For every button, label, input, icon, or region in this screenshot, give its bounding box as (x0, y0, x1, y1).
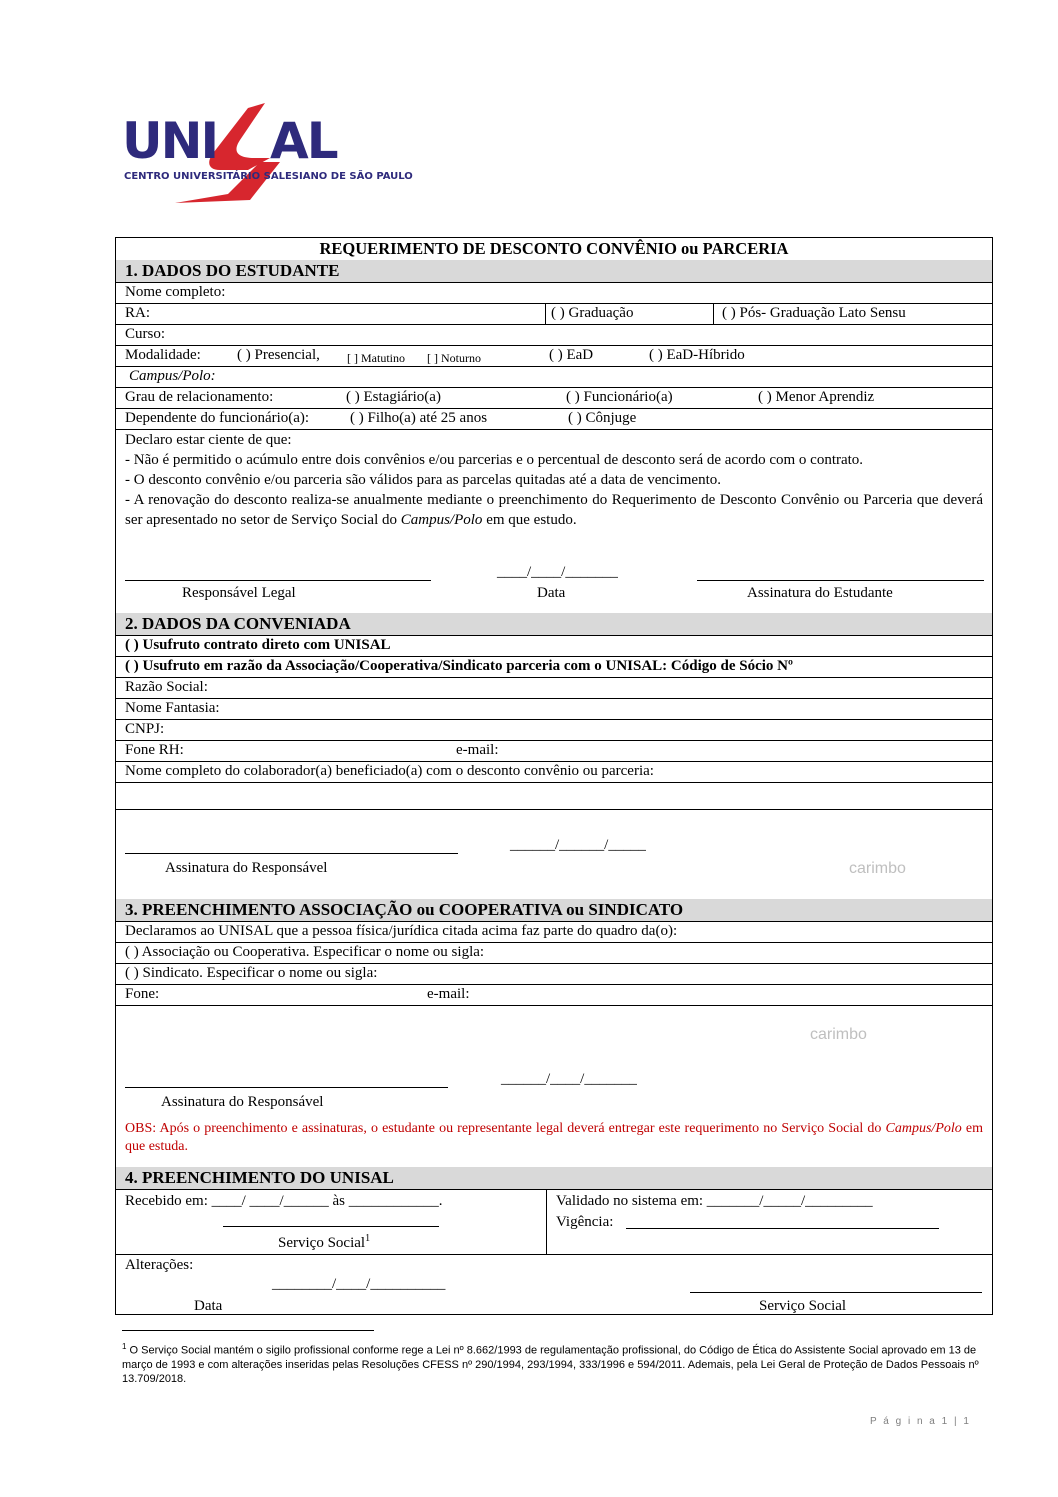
page-number: P á g i n a 1 | 1 (870, 1416, 971, 1427)
checkbox-associacao-parceria[interactable]: ( ) Usufruto em razão da Associação/Cooperativa/Sindicato parceria com o UNISAL: Código de Sócio Nº (116, 656, 992, 678)
date-field[interactable]: ________/____/__________ (272, 1276, 446, 1292)
checkbox-graduacao[interactable]: ( ) Graduação (551, 305, 634, 321)
request-form (115, 237, 993, 1315)
field-fone-rh[interactable]: Fone RH: (125, 742, 184, 758)
field-nome-fantasia[interactable]: Nome Fantasia: (116, 698, 992, 720)
field-ra[interactable]: RA: (125, 305, 151, 321)
field-recebido-em[interactable]: Recebido em: ____/ ____/______ às ____________. (125, 1193, 443, 1209)
checkbox-menor-aprendiz[interactable]: ( ) Menor Aprendiz (758, 389, 875, 405)
section-4-header: 4. PREENCHIMENTO DO UNISAL (116, 1167, 992, 1190)
checkbox-ead[interactable]: ( ) EaD (549, 347, 594, 363)
section-3-signature-block: carimbo ______/____/_______ Assinatura do Responsável OBS: Após o preenchimento e assinaturas, o estudante ou representante legal deverá entregar este requerimento no Serviço Social do Campus/Polo em que estuda. (116, 1005, 992, 1168)
field-campus-polo[interactable]: Campus/Polo: (116, 366, 992, 388)
date-field[interactable]: ______/____/_______ (501, 1071, 637, 1087)
field-alteracoes[interactable]: Alterações: (125, 1257, 194, 1273)
stamp-area: carimbo (810, 1026, 867, 1043)
field-curso[interactable]: Curso: (116, 324, 992, 346)
checkbox-associacao-cooperativa[interactable]: ( ) Associação ou Cooperativa. Especificar o nome ou sigla: (116, 942, 992, 964)
checkbox-contrato-direto[interactable]: ( ) Usufruto contrato direto com UNISAL (116, 635, 992, 657)
modalidade-row: Modalidade: ( ) Presencial, [ ] Matutino [ ] Noturno ( ) EaD ( ) EaD-Híbrido (116, 345, 992, 367)
checkbox-conjuge[interactable]: ( ) Cônjuge (568, 410, 637, 426)
field-razao-social[interactable]: Razão Social: (116, 677, 992, 699)
responsavel-signature-line[interactable] (125, 1087, 448, 1088)
obs-note: OBS: Após o preenchimento e assinaturas, o estudante ou representante legal deverá entregar este requerimento no Serviço Social do Campus/Polo em que estuda. (125, 1121, 983, 1154)
responsavel-signature-line[interactable] (125, 853, 458, 854)
svg-text:CENTRO UNIVERSITÁRIO SALESIANO: CENTRO UNIVERSITÁRIO SALESIANO DE SÃO PAULO (124, 171, 413, 182)
fone-email-row (116, 984, 992, 1006)
grau-row: Grau de relacionamento: ( ) Estagiário(a) ( ) Funcionário(a) ( ) Menor Aprendiz (116, 387, 992, 409)
checkbox-matutino[interactable]: [ ] Matutino (347, 351, 405, 365)
field-cnpj[interactable]: CNPJ: (116, 719, 992, 741)
field-email[interactable]: e-mail: (456, 742, 499, 758)
dependente-row: Dependente do funcionário(a): ( ) Filho(a) até 25 anos ( ) Cônjuge (116, 408, 992, 430)
fone-email-row (116, 740, 992, 762)
field-ra-row (116, 303, 992, 325)
date-field[interactable]: ____/____/_______ (497, 564, 618, 580)
checkbox-presencial[interactable]: ( ) Presencial, (237, 347, 320, 363)
declaramos-row: Declaramos ao UNISAL que a pessoa física/jurídica citada acima faz parte do quadro da(o): (116, 921, 992, 943)
svg-text:UNI: UNI (122, 112, 218, 170)
section-2-header: 2. DADOS DA CONVENIADA (116, 613, 992, 636)
checkbox-estagiario[interactable]: ( ) Estagiário(a) (346, 389, 441, 405)
field-vigencia[interactable] (626, 1228, 939, 1229)
section-2-signature-block: ______/______/_____ Assinatura do Responsável carimbo (116, 809, 992, 900)
checkbox-noturno[interactable]: [ ] Noturno (427, 351, 481, 365)
stamp-area: carimbo (849, 860, 906, 877)
checkbox-sindicato[interactable]: ( ) Sindicato. Especificar o nome ou sigla: (116, 963, 992, 985)
section-1-header: 1. DADOS DO ESTUDANTE (116, 260, 992, 283)
field-validado-em[interactable]: Validado no sistema em: _______/_____/_________ (556, 1193, 873, 1209)
footnote-separator (122, 1330, 374, 1331)
field-email[interactable]: e-mail: (427, 986, 470, 1002)
section-3-header: 3. PREENCHIMENTO ASSOCIAÇÃO ou COOPERATIVA ou SINDICATO (116, 899, 992, 922)
unisal-logo (120, 100, 413, 205)
date-field[interactable]: ______/______/_____ (510, 837, 646, 853)
footnote: $^1$ O Serviço Social mantém o sigilo profissional conforme rege a Lei nº 8.662/1993 de regulamentação profissional, do Código de Ética do Assistente Social aprovado em 13 de março de 1993 e com alterações inseridas pelas Resoluções CFESS nº 290/1994, 293/1994, 333/1996 e 594/2011. Ademais, pela Lei Geral de Proteção de Dados Pessoais nº 13.709/2018. (122, 1342, 979, 1385)
declaration-text: Declaro estar ciente de que: - Não é permitido o acúmulo entre dois convênios e/ou parcerias e o percentual de desconto será de acordo com o contrato. - O desconto convênio e/ou parceria são válidos para as parcelas quitadas até a data de vencimento. - A renovação do desconto realiza-se anualmente mediante o preenchimento do Requerimento de Desconto Convênio ou Parceria que deverá ser apresentado no setor de Serviço Social do Campus/Polo em que estudo. (125, 432, 983, 528)
student-signature-line[interactable] (697, 580, 984, 581)
alteracoes-block: Alterações: ________/____/__________ Data Serviço Social (116, 1254, 992, 1314)
checkbox-funcionario[interactable]: ( ) Funcionário(a) (566, 389, 673, 405)
colaborador-label-row: Nome completo do colaborador(a) beneficiado(a) com o desconto convênio ou parceria: (116, 761, 992, 783)
checkbox-pos-graduacao[interactable]: ( ) Pós- Graduação Lato Sensu (722, 305, 906, 321)
servico-social-signature-line[interactable] (223, 1226, 439, 1227)
checkbox-filho[interactable]: ( ) Filho(a) até 25 anos (350, 410, 488, 426)
form-title: REQUERIMENTO DE DESCONTO CONVÊNIO ou PARCERIA (116, 238, 992, 261)
field-fone[interactable]: Fone: (125, 986, 160, 1002)
field-nome-completo[interactable]: Nome completo: (116, 282, 992, 304)
checkbox-ead-hibrido[interactable]: ( ) EaD-Híbrido (649, 347, 745, 363)
unisal-receipt-row: Recebido em: ____/ ____/______ às ____________. Serviço Social$^1$ Validado no sistema em: _______/_____/_________ Vigência: (116, 1189, 992, 1255)
declaration-block: Declaro estar ciente de que: - Não é permitido o acúmulo entre dois convênios e/ou parcerias e o percentual de desconto será de acordo com o contrato. - O desconto convênio e/ou parceria são válidos para as parcelas quitadas até a data de vencimento. - A renovação do desconto realiza-se anualmente mediante o preenchimento do Requerimento de Desconto Convênio ou Parceria que deverá ser apresentado no setor de Serviço Social do Campus/Polo em que estudo. ____/____/_______ Responsável Legal Data Assinatura do Estudante (116, 429, 992, 614)
responsavel-signature-line[interactable] (125, 580, 431, 581)
field-colaborador[interactable] (116, 782, 992, 810)
servico-social-signature-line[interactable] (690, 1292, 982, 1293)
svg-text:AL: AL (270, 112, 337, 170)
